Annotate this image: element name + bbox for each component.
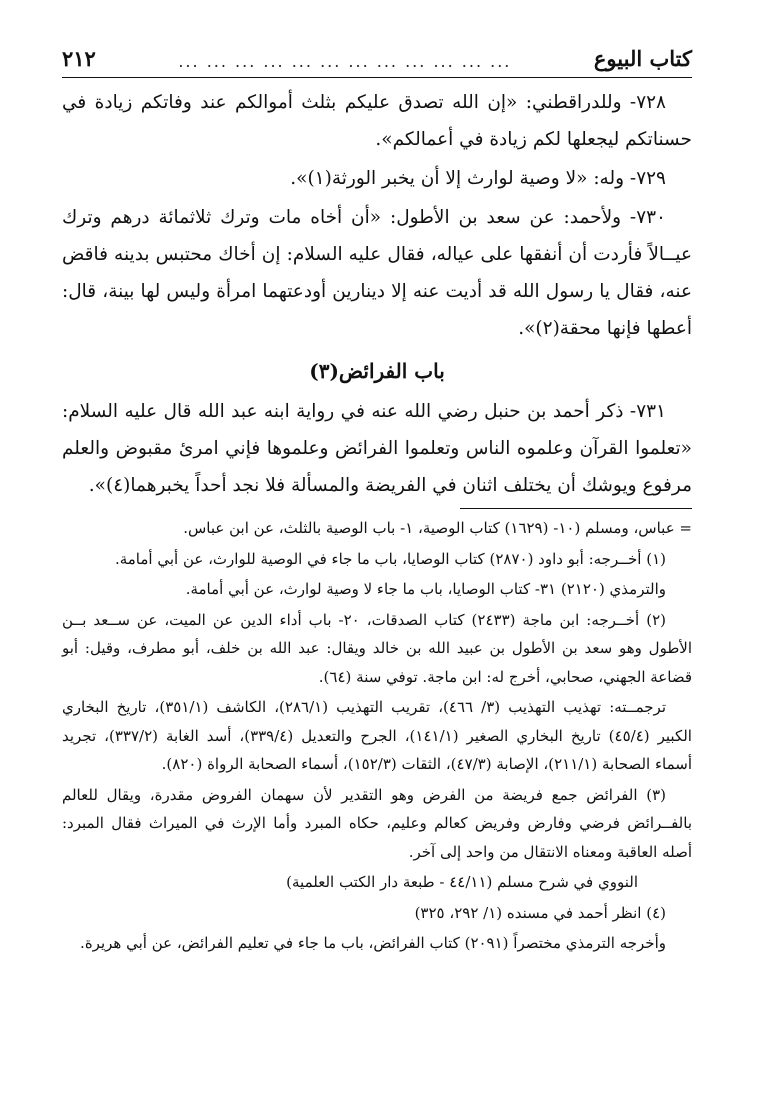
footnote-4-continued: وأخرجه الترمذي مختصراً (٢٠٩١) كتاب الفرائض، باب ما جاء في تعليم الفرائض، عن أبي هريرة. (80, 934, 666, 952)
chapter-title: كتاب البيوع (593, 46, 692, 71)
page-number: ٢١٢ (62, 46, 96, 71)
footnote-continuation: = عباس، ومسلم (١٠- (١٦٢٩) كتاب الوصية، ١- باب الوصية بالثلث، عن ابن عباس. (183, 519, 692, 537)
footnote-1: (١) أخــرجه: أبو داود (٢٨٧٠) كتاب الوصايا، باب ما جاء في الوصية للوارث، عن أبي أمامة. (114, 549, 666, 568)
footnote-divider (460, 508, 692, 509)
main-text (62, 84, 692, 506)
footnote-2-biography: ترجمــته: تهذيب التهذيب (٣/ ٤٦٦)، تقريب التهذيب (٢٨٦/١)، الكاشف (٣٥١/١)، تاريخ البخاري الكبير (٤٥/٤) تاريخ البخاري الصغير (١٤١/١)، الجرح والتعديل (٣٣٩/٤)، أسد الغابة (٣٣٧/٢)، تجريد أسماء الصحابة (٢١١/١)، الإصابة (٤٧/٣)، الثقات (١٥٢/٣)، أسماء الصحابة الرواة (٨٢٠). (62, 698, 692, 773)
hadith-731: ٧٣١- ذكر أحمد بن حنبل رضي الله عنه في رواية ابنه عبد الله قال عليه السلام: «تعلموا القرآن وعلموه الناس وتعلموا الفرائض وعلموها فإني امرئ مقبوض والعلم مرفوع ويوشك أن يختلف اثنان في الفريضة والمسألة فلا نجد أحداً يخبرهما(٤)». (62, 401, 692, 496)
footnote-3-source: النووي في شرح مسلم (٤٤/١١ - طبعة دار الكتب العلمية) (286, 873, 638, 891)
hadith-730: ٧٣٠- ولأحمد: عن سعد بن الأطول: «أن أخاه مات وترك ثلاثمائة درهم وترك عيــالاً فأردت أن أنفقها على عياله، فقال عليه السلام: إن أخاك محتبس بدينه فاقض عنه، فقال يا رسول الله قد أديت عنه إلا دينارين أودعتهما امرأة وليس لها بينة، قال: أعطها فإنها محقة(٢)». (62, 207, 692, 339)
footnotes (62, 514, 692, 960)
header-leader-dots: ... ... ... ... ... ... ... ... ... ... ... ... (178, 52, 512, 71)
footnote-2: (٢) أخــرجه: ابن ماجة (٢٤٣٣) كتاب الصدقات، ٢٠- باب أداء الدين عن الميت، عن ســعد بــن الأطول وهو سعد بن الأطول بن عبيد الله بن خالد ويقال: عبد الله بن خلف، أبو مطرف، وقيل: أبو قضاعة الجهني، صحابي، أخرج له: ابن ماجة. توفي سنة (٦٤). (62, 610, 692, 686)
page-header (62, 38, 692, 78)
footnote-4: (٤) انظر أحمد في مسنده (١/ ٢٩٢، ٣٢٥) (414, 903, 666, 922)
footnote-3: (٣) الفرائض جمع فريضة من الفرض وهو التقدير لأن سهمان الفروض مقدرة، ويقال للعالم بالفــرائض فرضي وفارض وفريض كعالم وعليم، حكاه المبرد وأما الإرث في الميراث فقال المبرد: أصله العاقبة ومعناه الانتقال من واحد إلى آخر. (62, 785, 692, 861)
hadith-729: ٧٢٩- وله: «لا وصية لوارث إلا أن يخبر الورثة(١)». (290, 168, 666, 189)
footnote-1-continued: والترمذي (٢١٢٠) ٣١- كتاب الوصايا، باب ما جاء لا وصية لوارث، عن أبي أمامة. (185, 580, 666, 598)
hadith-728: ٧٢٨- وللدراقطني: «إن الله تصدق عليكم بثلث أموالكم عند وفاتكم زيادة في حسناتكم ليجعلها لكم زيادة في أعمالكم». (62, 92, 692, 150)
section-heading: باب الفرائض(٣) (309, 359, 445, 383)
